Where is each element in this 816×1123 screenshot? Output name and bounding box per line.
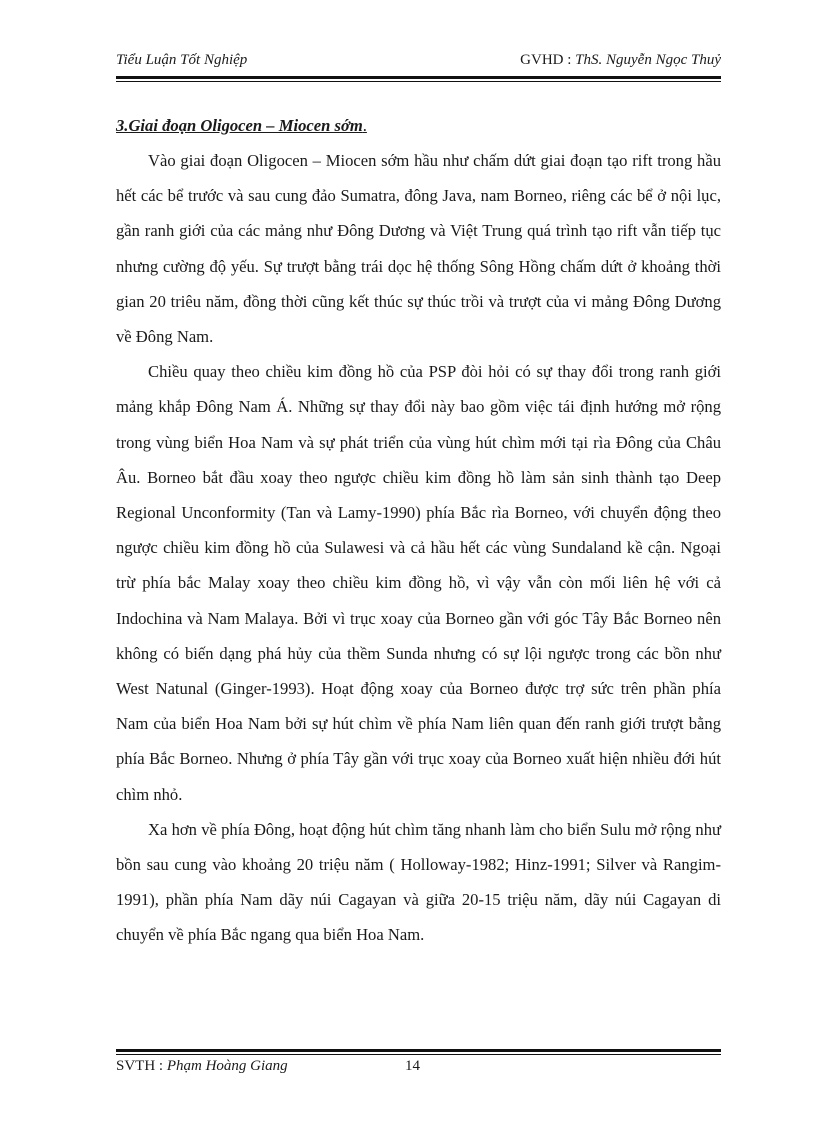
section-heading-period: . xyxy=(362,116,367,135)
section-heading xyxy=(116,108,721,143)
page-number: 14 xyxy=(405,1058,420,1074)
paragraph-1: Vào giai đoạn Oligocen – Miocen sớm hầu như chấm dứt giai đoạn tạo rift trong hầu hết các bể trước và sau cung đảo Sumatra, đông Java, nam Borneo, riêng các bể ở nội lục, gần ranh giới của các mảng như Đông Dương và Việt Trung quá trình tạo rift vẫn tiếp tục nhưng cường độ yếu. Sự trượt bằng trái dọc hệ thống Sông Hồng chấm dứt ở khoảng thời gian 20 triêu năm, đồng thời cũng kết thúc sự thúc trồi và trượt của vi mảng Đông Dương về Đông Nam. xyxy=(116,151,721,347)
header-divider xyxy=(116,76,721,82)
paragraph-2: Chiều quay theo chiều kim đồng hồ của PSP đòi hỏi có sự thay đổi trong ranh giới mảng khắp Đông Nam Á. Những sự thay đổi này bao gồm việc tái định hướng mở rộng trong vùng biển Hoa Nam và sự phát triển của vùng hút chìm mới tại rìa Đông của Châu Âu. Borneo bắt đầu xoay theo ngược chiều kim đồng hồ làm sản sinh thành tạo Deep Regional Unconformity (Tan và Lamy-1990) phía Bắc rìa Borneo, với chuyển động theo ngược chiều kim đồng hồ của Sulawesi và cả hầu hết các vùng Sundaland kề cận. Ngoại trừ phía bắc Malay xoay theo chiều kim đồng hồ, vì vậy vẫn còn mối liên hệ với cả Indochina và Nam Malaya. Bởi vì trục xoay của Borneo gần với góc Tây Bắc Borneo nên không có biến dạng phá hủy của thềm Sunda nhưng có sự lội ngược trong các bồn như West Natunal (Ginger-1993). Hoạt động xoay của Borneo được trợ sức trên phần phía Nam của biển Hoa Nam bởi sự hút chìm về phía Nam liên quan đến ranh giới trượt bằng phía Bắc Borneo. Nhưng ở phía Tây gần với trục xoay của Borneo xuất hiện nhiều đới hút chìm nhỏ. xyxy=(116,362,721,804)
footer-student-label: SVTH : xyxy=(116,1058,167,1074)
page-footer xyxy=(116,1058,288,1075)
header-advisor xyxy=(520,52,721,69)
header-advisor-label: GVHD : xyxy=(520,52,576,68)
page-header xyxy=(116,52,721,76)
paragraph-3: Xa hơn về phía Đông, hoạt động hút chìm tăng nhanh làm cho biển Sulu mở rộng như bồn sau cung vào khoảng 20 triệu năm ( Holloway-1982; Hinz-1991; Silver và Rangim-1991), phần phía Nam dãy núi Cagayan và giữa 20-15 triệu năm, dãy núi Cagayan di chuyển về phía Bắc ngang qua biển Hoa Nam. xyxy=(116,819,721,945)
header-thesis-title: Tiểu Luận Tốt Nghiệp xyxy=(116,52,248,68)
header-advisor-name: ThS. Nguyễn Ngọc Thuỷ xyxy=(575,52,721,68)
section-heading-text: 3.Giai đoạn Oligocen – Miocen sớm xyxy=(116,116,363,135)
footer-student-name: Phạm Hoàng Giang xyxy=(166,1058,288,1074)
footer-divider xyxy=(116,1049,721,1055)
page-content xyxy=(116,108,721,953)
